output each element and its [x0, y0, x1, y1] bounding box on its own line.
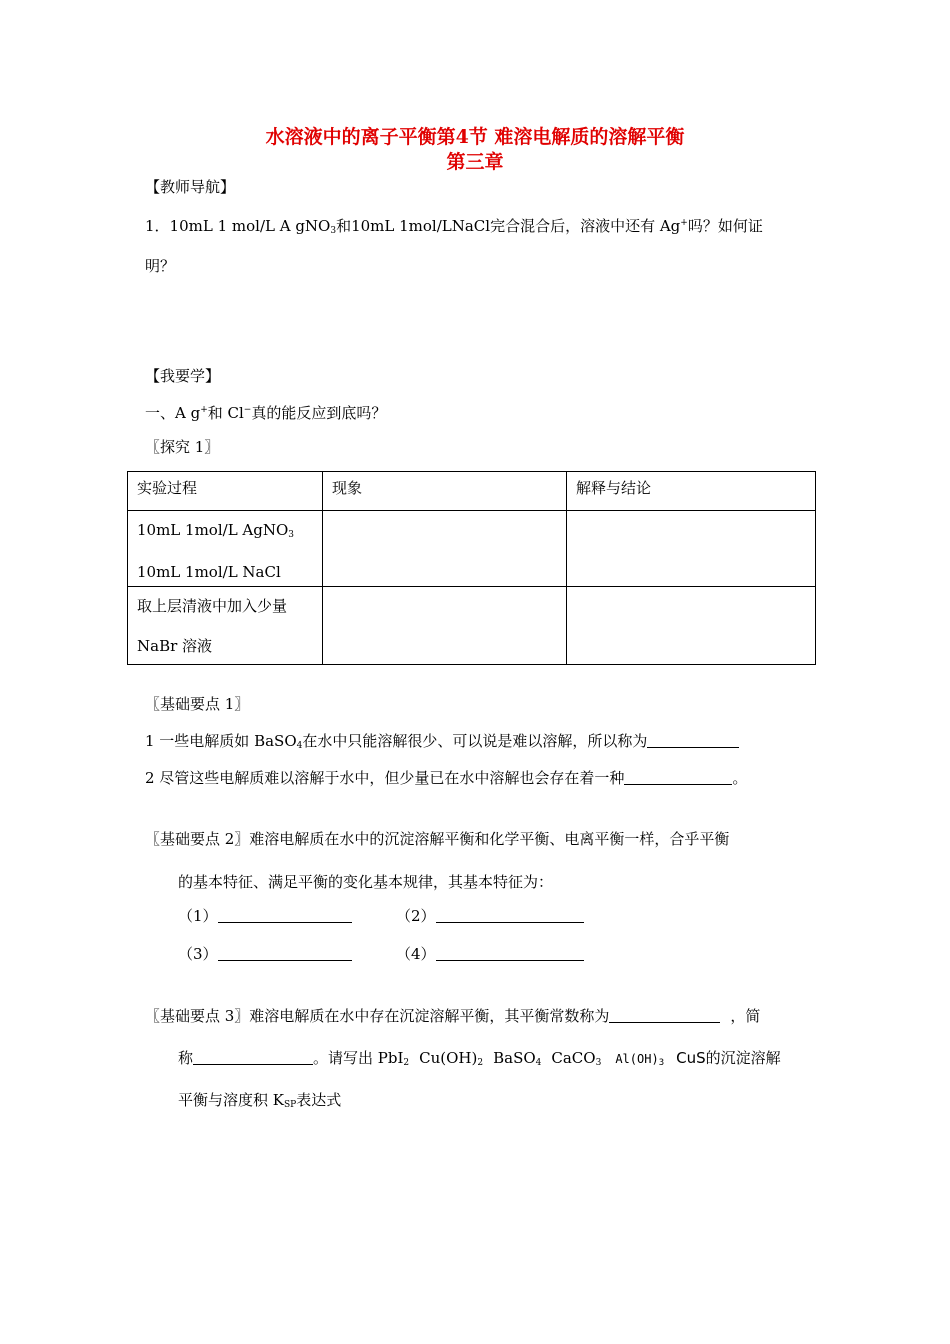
point2-item4: （4）	[396, 944, 584, 964]
row2-conclusion-cell[interactable]	[567, 587, 816, 665]
answer-blank[interactable]	[218, 946, 352, 961]
learn-question: 一、A g+和 Cl−真的能反应到底吗？	[145, 404, 387, 422]
header-conclusion: 解释与结论	[567, 472, 816, 511]
doc-title-line1: 水溶液中的离子平衡第4节 难溶电解质的溶解平衡	[265, 126, 685, 148]
row2-phenomenon-cell[interactable]	[323, 587, 567, 665]
answer-blank[interactable]	[193, 1050, 313, 1065]
table-row	[128, 587, 816, 665]
answer-blank[interactable]	[624, 770, 732, 785]
point2-item2: （2）	[396, 906, 584, 926]
point2-line2: 的基本特征、满足平衡的变化基本规律，其基本特征为：	[178, 873, 554, 891]
header-phenomenon: 现象	[323, 472, 567, 511]
row1-process: 10mL 1mol/L AgNO$_3$ 10mL 1mol/L NaCl	[128, 511, 323, 587]
doc-title-line2: 第三章	[446, 151, 504, 173]
point1-heading: 〖基础要点 1〗	[145, 695, 250, 713]
answer-blank[interactable]	[647, 733, 739, 748]
point2-item3: （3）	[178, 944, 352, 964]
point3-line3: 平衡与溶度积 $K_{SP}$表达式	[178, 1091, 342, 1110]
teacher-guide-heading: 【教师导航】	[145, 178, 236, 196]
point2-item1: （1）	[178, 906, 352, 926]
answer-blank[interactable]	[218, 908, 352, 923]
header-process: 实验过程	[128, 472, 323, 511]
point2-line1: 〖基础要点 2〗难溶电解质在水中的沉淀溶解平衡和化学平衡、电离平衡一样，合乎平衡	[145, 830, 730, 848]
question-1-line2: 明？	[145, 257, 176, 275]
point3-line1: 〖基础要点 3〗难溶电解质在水中存在沉淀溶解平衡，其平衡常数称为 ，简	[145, 1007, 761, 1025]
learn-heading: 【我要学】	[145, 367, 221, 385]
answer-blank[interactable]	[436, 908, 584, 923]
question-1: 1．10mL 1 mol/L A gNO$_3$和10mL 1mol/LNaCl完合混合后，溶液中还有 Ag+吗？如何证	[145, 217, 763, 236]
explore-1-label: 〖探究 1〗	[145, 438, 220, 456]
row1-phenomenon-cell[interactable]	[323, 511, 567, 587]
point1-item1: 1 一些电解质如 BaSO$_4$在水中只能溶解很少、可以说是难以溶解，所以称为	[145, 731, 739, 756]
table-header-row	[128, 472, 816, 511]
answer-blank[interactable]	[436, 946, 584, 961]
experiment-table	[127, 471, 816, 665]
answer-blank[interactable]	[609, 1008, 720, 1023]
point1-item2: 2 尽管这些电解质难以溶解于水中，但少量已在水中溶解也会存在着一种 。	[145, 769, 748, 787]
point3-line2: 称 。请写出 PbI$_2$ $Cu(OH)_2$ BaSO$_4$ CaCO$_3$ $Al(OH)_3$ CuS的沉淀溶解	[178, 1049, 781, 1068]
row2-process: 取上层清液中加入少量 NaBr 溶液	[128, 587, 323, 665]
row1-conclusion-cell[interactable]	[567, 511, 816, 587]
table-row	[128, 511, 816, 587]
